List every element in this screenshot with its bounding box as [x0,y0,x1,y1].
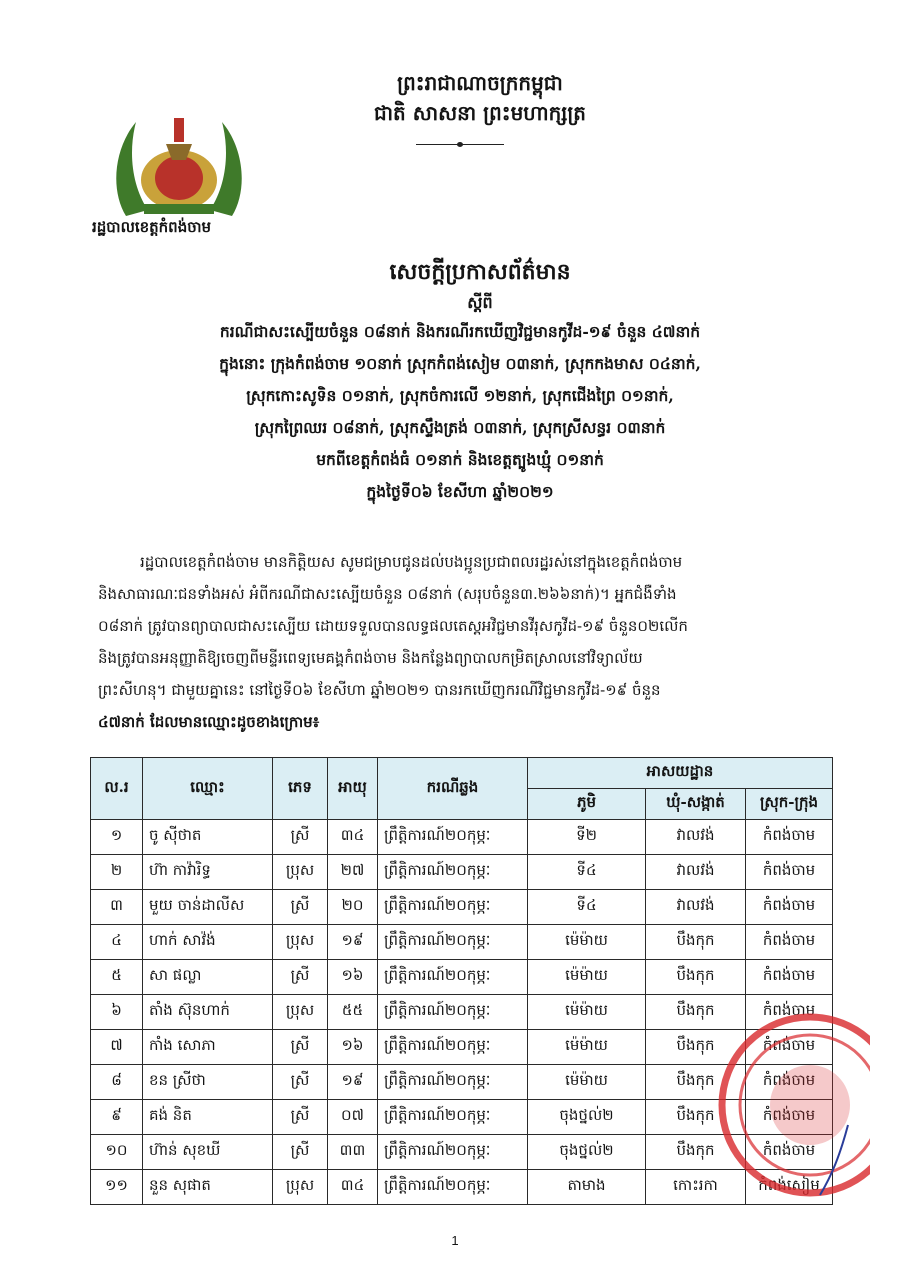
body-paragraph-line: ០៨នាក់ ត្រូវបានព្យាបាលជាសះស្បើយ ដោយទទួលបានលទ្ធផលតេស្តអវិជ្ជមានវីរុសកូវីដ-១៩ ចំនួន០២លើក [98,617,688,635]
subject-line: ករណីជាសះស្បើយចំនួន ០៨នាក់ និងករណីរកឃើញវិជ្ជមានកូវីដ-១៩ ចំនួន ៤៧នាក់ [219,322,701,341]
cell-age: ០៧ [328,1100,378,1135]
cell-age: ១៩ [328,925,378,960]
col-header-name: ឈ្មោះ [143,758,273,820]
cell-district: កំពង់ចាម [746,855,833,890]
kingdom-title: ព្រះរាជាណាចក្រកម្ពុជា [397,71,563,95]
cell-sex: ស្រី [273,1030,328,1065]
body-paragraph-line: និងត្រូវបានអនុញ្ញាតិឱ្យចេញពីមន្ទីរពេទ្យមេគង្គកំពង់ចាម និងកន្លែងព្យាបាលកម្រិតស្រាលនៅវិទ្យាល័យ [98,649,643,667]
cell-age: ១៩ [328,1065,378,1100]
cell-no: ៣ [91,890,143,925]
cell-name: ហ៊ាន់ សុខឃី [143,1135,273,1170]
col-header-district: ស្រុក-ក្រុង [746,789,833,820]
subject-line: មកពីខេត្តកំពង់ធំ ០១នាក់ និងខេត្តត្បូងឃ្មុំ ០១នាក់ [316,450,604,469]
cell-no: ៥ [91,960,143,995]
cell-village: ម៉េម៉ាយ [528,960,646,995]
cell-village: ទី២ [528,820,646,855]
cell-sex: ស្រី [273,1065,328,1100]
cell-no: ១០ [91,1135,143,1170]
cell-case: ព្រឹត្តិការណ៍២០កុម្ភៈ [378,890,528,925]
cell-age: ៥៥ [328,995,378,1030]
cell-no: ៩ [91,1100,143,1135]
cell-name: សា ផល្លា [143,960,273,995]
body-paragraph-line: ព្រះសីហនុ។ ជាមួយគ្នានេះ នៅថ្ងៃទី០៦ ខែសីហា ឆ្នាំ២០២១ បានរកឃើញករណីវិជ្ជមានកូវីដ-១៩ ចំនួន [98,681,661,699]
cell-village: ចុងថ្នល់២ [528,1135,646,1170]
cell-name: ហាក់ សាវ៉ង់ [143,925,273,960]
cell-district: កំពង់ចាម [746,960,833,995]
cell-commune: បឹងកុក [646,1100,746,1135]
col-header-address: អាសយដ្ឋាន [528,758,833,789]
cell-district: កំពង់ចាម [746,925,833,960]
subject-line: ក្នុងនោះ ក្រុងកំពង់ចាម ១០នាក់ ស្រុកកំពង់សៀម ០៣នាក់, ស្រុកកងមាស ០៤នាក់, [219,354,701,373]
cell-age: ២៧ [328,855,378,890]
table-row [91,960,833,995]
cell-name: ចូ ស៊ីថាត [143,820,273,855]
cell-district: កំពង់ចាម [746,890,833,925]
table-row [91,995,833,1030]
cell-case: ព្រឹត្តិការណ៍២០កុម្ភៈ [378,1065,528,1100]
cell-name: នួន សុផាត [143,1170,273,1205]
cell-sex: ប្រុស [273,925,328,960]
cell-case: ព្រឹត្តិការណ៍២០កុម្ភៈ [378,1100,528,1135]
cell-age: ២០ [328,890,378,925]
cell-case: ព្រឹត្តិការណ៍២០កុម្ភៈ [378,855,528,890]
col-header-sex: ភេទ [273,758,328,820]
cell-sex: ប្រុស [273,855,328,890]
cell-name: មួយ ចាន់ដាលីស [143,890,273,925]
cell-commune: បឹងកុក [646,1065,746,1100]
cell-case: ព្រឹត្តិការណ៍២០កុម្ភៈ [378,820,528,855]
table-row [91,1170,833,1205]
cell-age: ៣៣ [328,1135,378,1170]
subject-line: ស្រុកព្រៃឈរ ០៨នាក់, ស្រុកស្ទឹងត្រង់ ០៣នាក់, ស្រុកស្រីសន្ធរ ០៣នាក់ [254,418,666,437]
table-row [91,925,833,960]
cell-age: ៣៤ [328,820,378,855]
cell-district: កំពង់ចាម [746,1135,833,1170]
cell-no: ៦ [91,995,143,1030]
cell-case: ព្រឹត្តិការណ៍២០កុម្ភៈ [378,960,528,995]
cell-no: ១ [91,820,143,855]
cell-village: ទី៤ [528,855,646,890]
table-row [91,855,833,890]
cell-no: ១១ [91,1170,143,1205]
header-divider [416,142,504,146]
cell-sex: ស្រី [273,1135,328,1170]
cell-sex: ប្រុស [273,1170,328,1205]
cell-district: កំពង់ចាម [746,1100,833,1135]
table-row [91,1065,833,1100]
cell-commune: បឹងកុក [646,1135,746,1170]
cell-village: ចុងថ្នល់២ [528,1100,646,1135]
col-header-age: អាយុ [328,758,378,820]
cell-commune: បឹងកុក [646,1030,746,1065]
page-number: 1 [451,1233,459,1248]
cell-district: កំពង់ចាម [746,1065,833,1100]
cell-district: កំពង់ចាម [746,820,833,855]
cell-no: ៧ [91,1030,143,1065]
cell-village: ម៉េម៉ាយ [528,1030,646,1065]
col-header-village: ភូមិ [528,789,646,820]
cell-commune: បឹងកុក [646,960,746,995]
cell-no: ៨ [91,1065,143,1100]
cell-no: ៤ [91,925,143,960]
body-paragraph-line: និងសាធារណៈជនទាំងអស់ អំពីករណីជាសះស្បើយចំនួន ០៨នាក់ (សរុបចំនួន៣.២៦៦នាក់)។ អ្នកជំងឺទាំង [98,585,677,603]
body-paragraph-line: រដ្ឋបាលខេត្តកំពង់ចាម មានកិត្តិយស សូមជម្រាបជូនដល់បងប្អូនប្រជាពលរដ្ឋរស់នៅក្នុងខេត្តកំពង់ចាម [140,553,683,571]
subject-line: ស្រុកកោះសូទិន ០១នាក់, ស្រុកចំការលើ ១២នាក់, ស្រុកជើងព្រៃ ០១នាក់, [246,386,674,405]
cell-age: ១៦ [328,1030,378,1065]
col-header-no: ល.រ [91,758,143,820]
document-title: សេចក្តីប្រកាសព័ត៌មាន [389,259,571,285]
cell-name: កាំង សោភា [143,1030,273,1065]
cell-name: តាំង ស៊ុនហាក់ [143,995,273,1030]
cell-village: ម៉េម៉ាយ [528,925,646,960]
cell-name: ខន ស្រីថា [143,1065,273,1100]
cases-table [90,757,833,1205]
issuing-authority: រដ្ឋបាលខេត្តកំពង់ចាម [92,218,212,236]
cell-age: ១៦ [328,960,378,995]
provincial-emblem-icon [108,112,250,220]
cell-sex: ស្រី [273,960,328,995]
cell-village: តាមាង [528,1170,646,1205]
table-row [91,1100,833,1135]
cell-case: ព្រឹត្តិការណ៍២០កុម្ភៈ [378,995,528,1030]
cell-commune: វាលវង់ [646,890,746,925]
cell-village: ម៉េម៉ាយ [528,1065,646,1100]
cell-sex: ស្រី [273,890,328,925]
col-header-commune: ឃុំ-សង្កាត់ [646,789,746,820]
cell-district: កំពង់ចាម [746,995,833,1030]
cell-commune: កោះរកា [646,1170,746,1205]
national-motto: ជាតិ សាសនា ព្រះមហាក្សត្រ [374,101,586,125]
col-header-case: ករណីឆ្លង [378,758,528,820]
cell-case: ព្រឹត្តិការណ៍២០កុម្ភៈ [378,1135,528,1170]
cell-case: ព្រឹត្តិការណ៍២០កុម្ភៈ [378,925,528,960]
cell-name: គង់ និត [143,1100,273,1135]
body-paragraph-line: ៤៧នាក់ ដែលមានឈ្មោះដូចខាងក្រោម៖ [98,713,320,731]
cell-case: ព្រឹត្តិការណ៍២០កុម្ភៈ [378,1170,528,1205]
cell-village: ទី៤ [528,890,646,925]
table-row [91,820,833,855]
cell-no: ២ [91,855,143,890]
cell-age: ៣៤ [328,1170,378,1205]
subject-heading: ស្តីពី [467,293,493,312]
table-row [91,890,833,925]
cell-village: ម៉េម៉ាយ [528,995,646,1030]
cell-commune: វាលវង់ [646,820,746,855]
cell-case: ព្រឹត្តិការណ៍២០កុម្ភៈ [378,1030,528,1065]
cell-district: កំពង់ចាម [746,1030,833,1065]
cell-sex: ប្រុស [273,995,328,1030]
cell-commune: បឹងកុក [646,995,746,1030]
cell-commune: វាលវង់ [646,855,746,890]
cell-sex: ស្រី [273,820,328,855]
table-row [91,1030,833,1065]
table-row [91,1135,833,1170]
cell-name: ហ៊ា កាវ៉ារិទ្ធ [143,855,273,890]
cell-sex: ស្រី [273,1100,328,1135]
cell-commune: បឹងកុក [646,925,746,960]
cell-district: កំពង់សៀម [746,1170,833,1205]
subject-date: ក្នុងថ្ងៃទី០៦ ខែសីហា ឆ្នាំ២០២១ [366,482,554,501]
